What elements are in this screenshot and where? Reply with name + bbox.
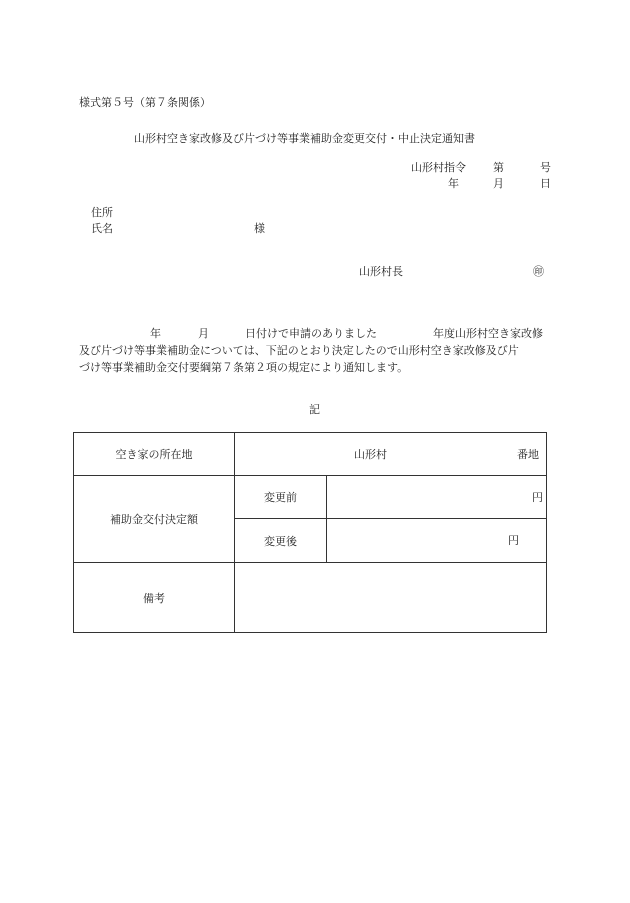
issue-dai: 第 (493, 161, 504, 174)
after-label-cell (235, 519, 327, 563)
body-line-2: 及び片づけ等事業補助金については、下記のとおり決定したので山形村空き家改修及び片 (79, 344, 519, 357)
amount-label: 補助金交付決定額 (110, 513, 198, 526)
before-label: 変更前 (264, 491, 297, 504)
body-text (79, 325, 559, 376)
location-suffix: 番地 (517, 448, 539, 461)
remarks-value-cell (235, 563, 547, 633)
body-mid: 日付けで申請のありました (245, 327, 377, 340)
location-value-cell (235, 433, 547, 476)
honorific: 様 (254, 222, 265, 235)
before-unit: 円 (532, 491, 543, 504)
location-label: 空き家の所在地 (115, 448, 193, 461)
body-month: 月 (198, 327, 209, 340)
body-year: 年 (150, 327, 161, 340)
document-title: 山形村空き家改修及び片づけ等事業補助金変更交付・中止決定通知書 (134, 132, 475, 145)
form-number: 様式第５号（第７条関係） (79, 96, 211, 109)
name-label: 氏名 (91, 222, 113, 235)
body-end: 年度山形村空き家改修 (433, 327, 543, 340)
location-village: 山形村 (354, 448, 387, 461)
issue-day: 日 (540, 177, 551, 190)
ki-heading: 記 (309, 403, 320, 416)
issue-year: 年 (448, 177, 459, 190)
remarks-label-cell (74, 563, 235, 633)
body-line-3: づけ等事業補助金交付要綱第７条第２項の規定により通知します。 (79, 361, 409, 374)
location-label-cell (74, 433, 235, 476)
issue-designation: 山形村指令 (411, 161, 466, 174)
issue-month: 月 (493, 177, 504, 190)
amount-label-cell (74, 476, 235, 563)
issuer-name: 山形村長 (359, 265, 403, 278)
before-label-cell (235, 476, 327, 519)
issue-go: 号 (540, 161, 551, 174)
address-label: 住所 (91, 206, 113, 219)
remarks-label: 備考 (143, 591, 165, 605)
after-value-cell (327, 519, 547, 563)
before-value-cell (327, 476, 547, 519)
body-line-1 (79, 325, 559, 342)
record-table (73, 432, 547, 633)
after-label: 変更後 (264, 534, 297, 548)
seal-mark: ㊞ (533, 265, 544, 278)
after-unit: 円 (508, 534, 519, 547)
